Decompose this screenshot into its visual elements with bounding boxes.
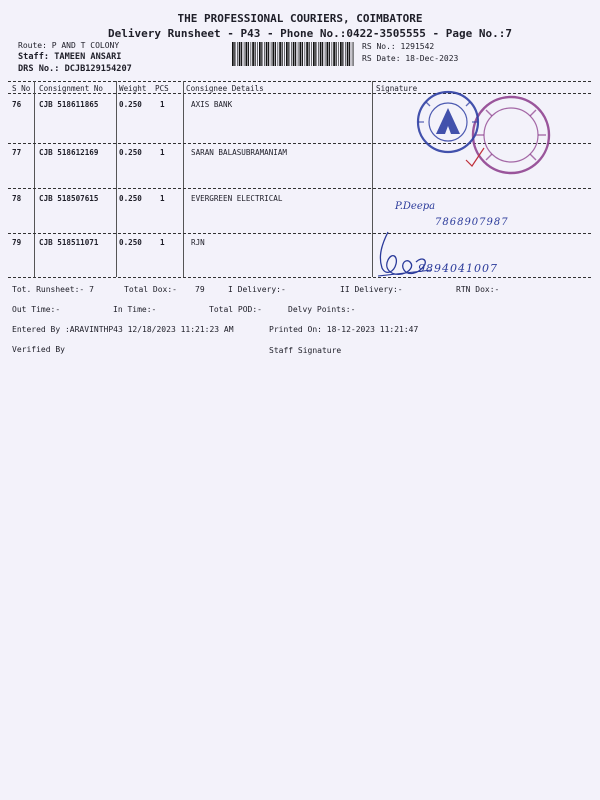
col-divider bbox=[183, 81, 184, 277]
row-sno: 79 bbox=[12, 238, 22, 247]
handwritten-phone: 7868907987 bbox=[435, 217, 509, 228]
rtn-dox: RTN Dox:- bbox=[456, 285, 500, 294]
row-consignment: CJB 518511071 bbox=[39, 238, 99, 247]
row-consignee: EVERGREEN ELECTRICAL bbox=[191, 194, 283, 203]
handwritten-name: P.Deepa bbox=[395, 201, 436, 212]
row-consignee: AXIS BANK bbox=[191, 100, 233, 109]
row-weight: 0.250 bbox=[119, 194, 142, 203]
barcode bbox=[232, 42, 354, 66]
total-dox-label: Total Dox:- bbox=[124, 285, 177, 294]
route-label: Route: P AND T COLONY bbox=[18, 41, 120, 50]
row-consignee: SARAN BALASUBRAMANIAM bbox=[191, 148, 288, 157]
row-sno: 78 bbox=[12, 194, 22, 203]
staff-label: Staff: TAMEEN ANSARI bbox=[18, 52, 122, 62]
total-dox-value: 79 bbox=[195, 285, 205, 294]
row-weight: 0.250 bbox=[119, 238, 142, 247]
row-weight: 0.250 bbox=[119, 100, 142, 109]
staff-signature: Staff Signature bbox=[269, 346, 342, 355]
col-header-pcs: PCS bbox=[155, 84, 169, 93]
col-header-signature: Signature bbox=[376, 84, 418, 93]
col-header-sno: S No bbox=[12, 84, 31, 93]
row-consignment: CJB 518612169 bbox=[39, 148, 99, 157]
col-header-consignment: Consignment No bbox=[39, 84, 104, 93]
row-pcs: 1 bbox=[160, 100, 165, 109]
drs-number: DRS No.: DCJB129154207 bbox=[18, 64, 132, 74]
delvy-points: Delvy Points:- bbox=[288, 305, 356, 314]
company-title: THE PROFESSIONAL COURIERS, COIMBATORE bbox=[177, 12, 423, 25]
row-consignment: CJB 518611865 bbox=[39, 100, 99, 109]
row-sno: 76 bbox=[12, 100, 22, 109]
runsheet-title: Delivery Runsheet - P43 - Phone No.:0422-3505555 - Page No.:7 bbox=[108, 27, 512, 40]
row-border bbox=[8, 233, 591, 234]
rs-date: RS Date: 18-Dec-2023 bbox=[362, 54, 459, 63]
row-consignment: CJB 518507615 bbox=[39, 194, 99, 203]
rs-number: RS No.: 1291542 bbox=[362, 42, 435, 51]
row-consignee: RJN bbox=[191, 238, 205, 247]
table-bottom-border bbox=[8, 277, 591, 278]
col-header-consignee: Consignee Details bbox=[186, 84, 264, 93]
handwritten-phone-2: 9894041007 bbox=[418, 262, 498, 275]
row-pcs: 1 bbox=[160, 194, 165, 203]
out-time: Out Time:- bbox=[12, 305, 61, 314]
i-delivery: I Delivery:- bbox=[228, 285, 286, 294]
table-top-border bbox=[8, 81, 591, 82]
total-pod: Total POD:- bbox=[209, 305, 262, 314]
row-pcs: 1 bbox=[160, 148, 165, 157]
tot-runsheet: Tot. Runsheet:- 7 bbox=[12, 285, 94, 294]
col-divider bbox=[34, 81, 35, 277]
row-pcs: 1 bbox=[160, 238, 165, 247]
col-header-weight: Weight bbox=[119, 84, 147, 93]
in-time: In Time:- bbox=[113, 305, 157, 314]
verified-by: Verified By bbox=[12, 345, 65, 354]
row-weight: 0.250 bbox=[119, 148, 142, 157]
printed-on: Printed On: 18-12-2023 11:21:47 bbox=[269, 325, 419, 334]
col-divider bbox=[116, 81, 117, 277]
row-border bbox=[8, 188, 591, 189]
bank-stamp bbox=[396, 90, 566, 185]
row-sno: 77 bbox=[12, 148, 22, 157]
entered-by: Entered By :ARAVINTHP43 12/18/2023 11:21:23 AM bbox=[12, 325, 234, 334]
ii-delivery: II Delivery:- bbox=[340, 285, 403, 294]
